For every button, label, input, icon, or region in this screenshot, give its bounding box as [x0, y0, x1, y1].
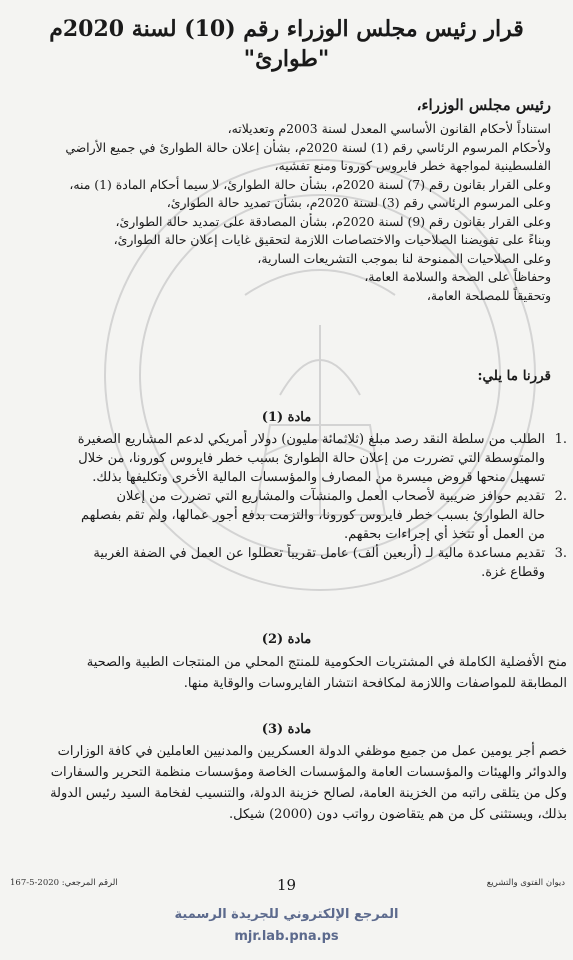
article-2-heading: مادة (2) [261, 632, 312, 647]
item-line: تقديم مساعدة مالية لـ (أربعين ألف) عامل تقريباً تعطلوا عن العمل في الضفة الغربية [93, 546, 545, 561]
decided-heading: قررنا ما يلي: [477, 368, 551, 384]
article-1-heading: مادة (1) [261, 410, 312, 425]
preamble-line: وبناءً على تفويضنا الصلاحيات والاختصاصات اللازمة لتحقيق غايات إعلان حالة الطوارئ، [113, 232, 551, 247]
electronic-reference-url[interactable]: mjr.lab.pna.ps [234, 929, 339, 944]
article-3-line: خصم أجر يومين عمل من جميع موظفي الدولة العسكريين والمدنيين العاملين في كافة الوزارات [57, 744, 567, 759]
item-line: من العمل أو تتخذ أي إجراءات بحقهم. [343, 527, 545, 542]
preamble-line: وعلى القرار بقانون رقم (9) لسنة 2020م، بشأن المصادقة على تمديد حالة الطوارئ، [115, 213, 551, 229]
item-number: .2 [554, 489, 567, 504]
item-number: .1 [554, 432, 567, 447]
preamble-line: الفلسطينية لمواجهة خطر فايروس كورونا ومنع تفشيه، [274, 158, 551, 173]
article-1-list [6, 430, 567, 582]
preamble-line: وعلى القرار بقانون رقم (7) لسنة 2020م، بشأن حالة الطوارئ، لا سيما أحكام المادة (1) منه، [69, 176, 551, 192]
article-3-body [6, 741, 567, 825]
preamble-line: وحفاظاً على الصحة والسلامة العامة، [364, 269, 551, 284]
article-2-body [6, 652, 567, 694]
article-3-line: وكل من يتلقى راتبه من الخزينة العامة، لصالح خزينة الدولة، والتنسيب لفخامة السيد رئيس الدولة [50, 786, 567, 801]
article-1-item-1 [6, 430, 567, 487]
salutation: رئيس مجلس الوزراء، [416, 96, 551, 114]
preamble [6, 120, 551, 305]
item-line: الطلب من سلطة النقد رصد مبلغ (ثلاثمائة مليون) دولار أمريكي لدعم المشاريع الصغيرة [77, 432, 545, 447]
decree-title [20, 14, 553, 74]
decree-title-line2: "طوارئ" [243, 46, 330, 72]
article-2-line: المطابقة للمواصفات واللازمة لمكافحة انتشار الفايروسات والوقاية منها. [183, 676, 567, 691]
article-1-item-3 [6, 544, 567, 582]
article-3-heading: مادة (3) [261, 722, 312, 737]
item-line: وقطاع غزة. [481, 565, 545, 580]
article-3-line: بذلك، ويستثنى كل من هم يتقاضون رواتب دون (2000) شيكل. [228, 807, 567, 822]
preamble-line: ولأحكام المرسوم الرئاسي رقم (1) لسنة 2020م، بشأن إعلان حالة الطوارئ في جميع الأراضي [65, 139, 551, 155]
preamble-line: استناداً لأحكام القانون الأساسي المعدل لسنة 2003م وتعديلاته، [227, 121, 551, 136]
article-2-line: منح الأفضلية الكاملة في المشتريات الحكومية للمنتج المحلي من المنتجات الطبية والصحية [86, 655, 567, 670]
footer-reference-number: الرقم المرجعي: 2020-5-167 [10, 878, 118, 888]
item-line: تقديم حوافز ضريبية لأصحاب العمل والمنشآت والمشاريع التي تضررت من إعلان [116, 489, 545, 504]
preamble-line: وعلى المرسوم الرئاسي رقم (3) لسنة 2020م، بشأن تمديد حالة الطوارئ، [166, 195, 551, 210]
preamble-line: وتحقيقاً للمصلحة العامة، [426, 287, 551, 303]
article-1-item-2 [6, 487, 567, 544]
item-line: حالة الطوارئ بسبب خطر فايروس كورونا، والتزمت بدفع أجور عمالها، ولم تقم بفصلهم [80, 508, 545, 523]
item-number: .3 [554, 546, 567, 561]
item-line: والمتوسطة التي تضررت من إعلان حالة الطوارئ بسبب خطر فايروس كورونا، من خلال [78, 451, 545, 466]
preamble-line: وعلى الصلاحيات الممنوحة لنا بموجب التشريعات السارية، [257, 250, 551, 266]
electronic-reference-label: المرجع الإلكتروني للجريدة الرسمية [174, 907, 399, 922]
decree-title-line1: قرار رئيس مجلس الوزراء رقم (10) لسنة 2020م [49, 16, 524, 42]
item-line: تسهيل منحها قروض ميسرة من المصارف والمؤسسات المالية الأخرى وتكليفها بذلك. [92, 470, 545, 485]
article-3-line: والدوائر والهيئات والمؤسسات العامة والمؤسسات الخاصة ومؤسسات منظمة التحرير والسفارات [50, 765, 567, 780]
footer-publisher: ديوان الفتوى والتشريع [486, 878, 565, 888]
page-number: 19 [276, 876, 297, 894]
